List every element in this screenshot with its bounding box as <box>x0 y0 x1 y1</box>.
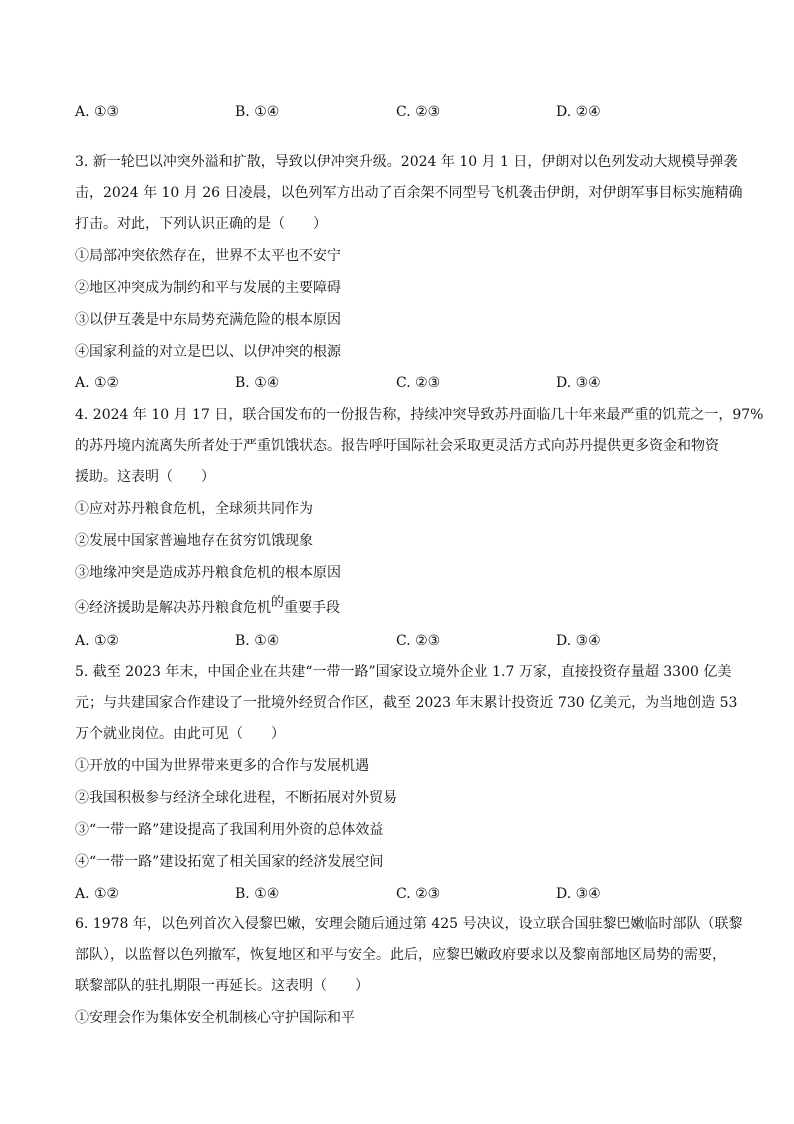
question-4-stem-line: 援助。这表明（ ） <box>75 469 215 485</box>
question-3-item-4: ④国家利益的对立是巴以、以伊冲突的根源 <box>75 344 341 360</box>
question-4-stem-line: 的苏丹境内流离失所者处于严重饥饿状态。报告呼吁国际社会采取更灵活方式向苏丹提供更多资金和物资 <box>75 438 719 454</box>
option-d[interactable]: D. ③④ <box>556 886 601 902</box>
question-5-stem-line: 5. 截至 2023 年末，中国企业在共建“一带一路”国家设立境外企业 1.7 万家，直接投资存量超 3300 亿美 <box>75 664 732 680</box>
option-d[interactable]: D. ③④ <box>556 633 601 649</box>
question-6-stem-line: 联黎部队的驻扎期限一再延长。这表明（ ） <box>75 978 369 994</box>
question-3-stem-line: 击，2024 年 10 月 26 日凌晨，以色列军方出动了百余架不同型号飞机袭击伊朗，对伊朗军事目标实施精确 <box>75 185 743 201</box>
question-6-item-1: ①安理会作为集体安全机制核心守护国际和平 <box>75 1010 355 1026</box>
question-5-stem-line: 元；与共建国家合作建设了一批境外经贸合作区，截至 2023 年末累计投资近 730 亿美元，为当地创造 53 <box>75 695 738 711</box>
question-3-options <box>75 373 715 393</box>
question-5-stem-line: 万个就业岗位。由此可见（ ） <box>75 726 285 742</box>
option-d[interactable]: D. ③④ <box>556 375 601 391</box>
option-a[interactable]: A. ①② <box>75 633 120 649</box>
question-4-item-4 <box>75 595 341 619</box>
question-4-options <box>75 631 715 651</box>
option-c[interactable]: C. ②③ <box>396 633 441 649</box>
option-c[interactable]: C. ②③ <box>396 375 441 391</box>
option-d[interactable]: D. ②④ <box>556 104 601 120</box>
question-3-item-1: ①局部冲突依然存在，世界不太平也不安宁 <box>75 248 341 264</box>
option-a[interactable]: A. ①② <box>75 886 120 902</box>
option-b[interactable]: B. ①④ <box>235 633 280 649</box>
question-6-stem-line: 6. 1978 年，以色列首次入侵黎巴嫩，安理会随后通过第 425 号决议，设立联合国驻黎巴嫩临时部队（联黎 <box>75 916 743 932</box>
option-a[interactable]: A. ①③ <box>75 104 120 120</box>
question-4-item-4-tail: 重要手段 <box>284 600 341 616</box>
question-5-item-2: ②我国积极参与经济全球化进程，不断拓展对外贸易 <box>75 790 397 806</box>
question-5-item-3: ③“一带一路”建设提高了我国利用外资的总体效益 <box>75 822 384 838</box>
question-3-item-2: ②地区冲突成为制约和平与发展的主要障碍 <box>75 280 341 296</box>
question-3-item-3: ③以伊互袭是中东局势充满危险的根本原因 <box>75 312 341 328</box>
question-4-item-1: ①应对苏丹粮食危机，全球须共同作为 <box>75 501 313 517</box>
previous-question-options <box>75 102 715 122</box>
option-a[interactable]: A. ①② <box>75 375 120 391</box>
question-4-item-4-text: ④经济援助是解决苏丹粮食危机 <box>75 600 271 616</box>
option-c[interactable]: C. ②③ <box>396 104 441 120</box>
question-4-item-3: ③地缘冲突是造成苏丹粮食危机的根本原因 <box>75 565 341 581</box>
question-4-item-4-superscript: 的 <box>271 595 285 610</box>
question-4-item-2: ②发展中国家普遍地存在贫穷饥饿现象 <box>75 533 313 549</box>
question-3-stem-line: 3. 新一轮巴以冲突外溢和扩散，导致以伊冲突升级。2024 年 10 月 1 日，伊朗对以色列发动大规模导弹袭 <box>75 154 738 170</box>
question-5-item-4: ④“一带一路”建设拓宽了相关国家的经济发展空间 <box>75 854 384 870</box>
question-3-stem-line: 打击。对此，下列认识正确的是（ ） <box>75 216 327 232</box>
question-5-item-1: ①开放的中国为世界带来更多的合作与发展机遇 <box>75 758 369 774</box>
option-b[interactable]: B. ①④ <box>235 375 280 391</box>
question-5-options <box>75 884 715 904</box>
option-b[interactable]: B. ①④ <box>235 886 280 902</box>
option-c[interactable]: C. ②③ <box>396 886 441 902</box>
option-b[interactable]: B. ①④ <box>235 104 280 120</box>
question-6-stem-line: 部队），以监督以色列撤军，恢复地区和平与安全。此后，应黎巴嫩政府要求以及黎南部地区局势的需要， <box>75 947 726 963</box>
question-4-stem-line: 4. 2024 年 10 月 17 日，联合国发布的一份报告称，持续冲突导致苏丹面临几十年来最严重的饥荒之一，97% <box>75 407 764 423</box>
